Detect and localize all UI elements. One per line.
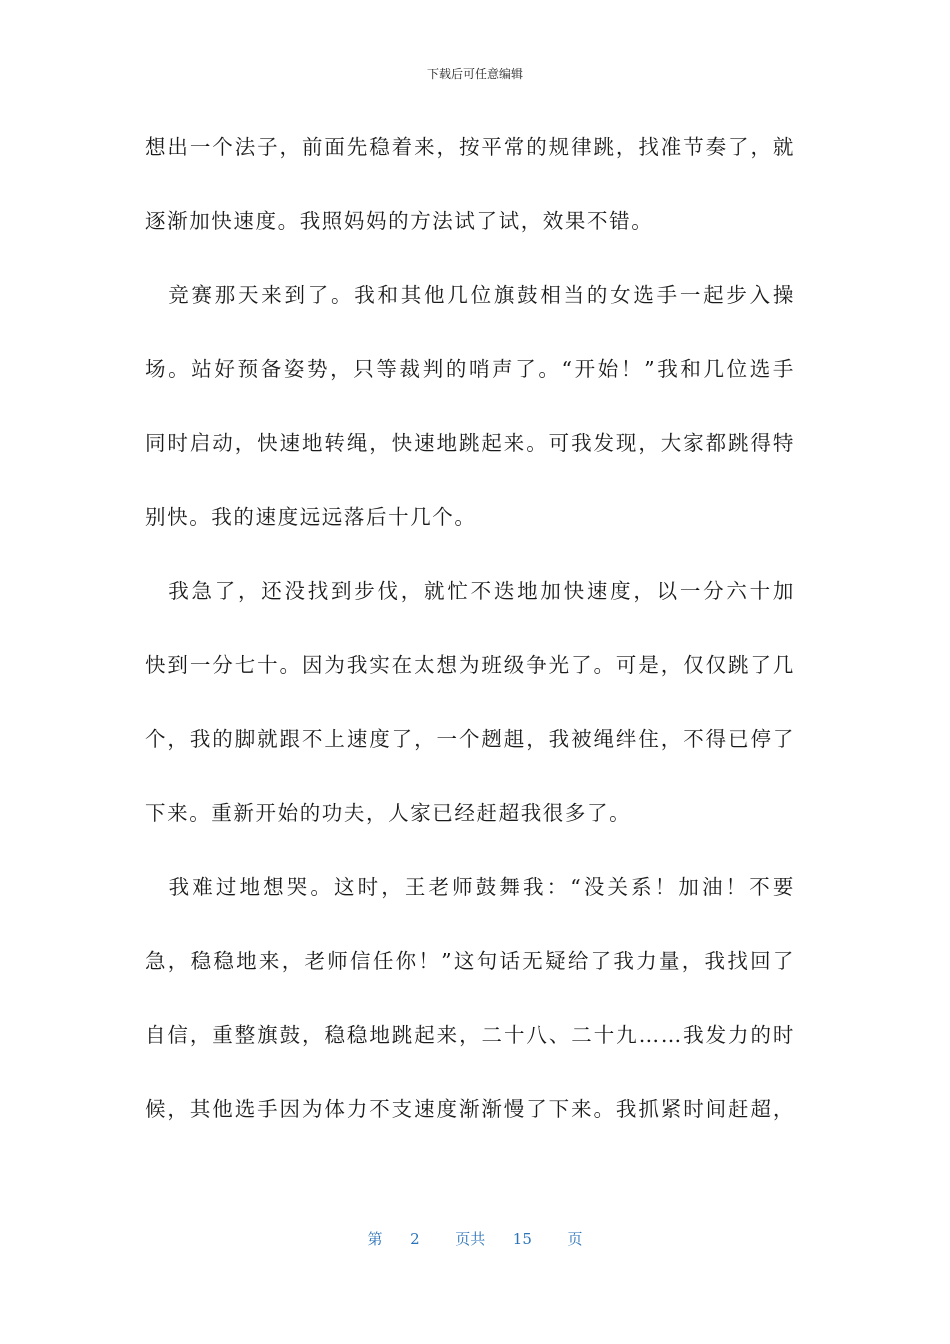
page-footer	[0, 1228, 950, 1249]
body-line: 别快。我的速度远远落后十几个。	[145, 505, 477, 529]
body-line: 想出一个法子，前面先稳着来，按平常的规律跳，找准节奏了，就	[145, 135, 795, 159]
footer-prefix: 第	[367, 1230, 383, 1248]
body-line: 竞赛那天来到了。我和其他几位旗鼓相当的女选手一起步入操	[145, 283, 795, 307]
footer-middle: 页共	[455, 1230, 486, 1248]
body-line: 快到一分七十。因为我实在太想为班级争光了。可是，仅仅跳了几	[145, 653, 795, 677]
body-line: 我难过地想哭。这时，王老师鼓舞我：“没关系！加油！不要	[145, 875, 795, 899]
body-line: 候，其他选手因为体力不支速度渐渐慢了下来。我抓紧时间赶超，	[145, 1097, 795, 1121]
body-line: 下来。重新开始的功夫，人家已经赶超我很多了。	[145, 801, 632, 825]
header-text: 下载后可任意编辑	[426, 67, 523, 81]
document-body	[145, 126, 795, 1162]
body-line: 自信，重整旗鼓，稳稳地跳起来，二十八、二十九……我发力的时	[145, 1023, 795, 1047]
body-line: 逐渐加快速度。我照妈妈的方法试了试，效果不错。	[145, 209, 654, 233]
footer-total-pages: 15	[512, 1230, 532, 1248]
body-line: 同时启动，快速地转绳，快速地跳起来。可我发现，大家都跳得特	[145, 431, 795, 455]
body-line: 场。站好预备姿势，只等裁判的哨声了。“开始！”我和几位选手	[145, 357, 795, 381]
footer-suffix: 页	[567, 1230, 583, 1248]
body-line: 急，稳稳地来，老师信任你！”这句话无疑给了我力量，我找回了	[145, 949, 795, 973]
body-line: 个，我的脚就跟不上速度了，一个趔趄，我被绳绊住，不得已停了	[145, 727, 795, 751]
page-header	[0, 66, 950, 82]
footer-page-number: 2	[410, 1230, 420, 1248]
body-line: 我急了，还没找到步伐，就忙不迭地加快速度，以一分六十加	[145, 579, 795, 603]
